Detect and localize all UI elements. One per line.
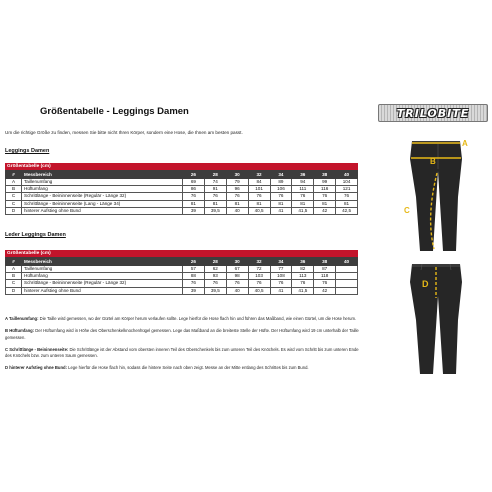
size-value: 89 (270, 179, 292, 186)
size-value: 67 (226, 266, 248, 273)
table-row (6, 179, 358, 186)
column-header: 32 (248, 258, 270, 266)
note-hip (5, 328, 361, 341)
trilobite-logo: TRILOBITE (378, 104, 488, 122)
size-value: 98 (226, 273, 248, 280)
row-code: B (6, 273, 22, 280)
size-value: 39 (183, 207, 205, 214)
size-value (336, 280, 358, 287)
row-code: D (6, 207, 22, 214)
leather-size-table (5, 250, 358, 295)
note-label: D hinterer Aufstieg ohne Bund: (5, 365, 67, 371)
size-value: 40 (226, 207, 248, 214)
size-value: 76 (226, 280, 248, 287)
size-value: 76 (204, 280, 226, 287)
section-heading-leggings: Leggings Damen (5, 148, 50, 154)
size-value: 76 (226, 193, 248, 200)
note-back-rise (5, 365, 361, 371)
size-value: 76 (292, 280, 314, 287)
row-label: Hüftumfang (22, 186, 183, 193)
label-a: A (462, 139, 468, 148)
note-text: Lege hierfür die Hose flach hin, sodass die hintere Seite nach oben zeigt. Messe an der Mitte entlang des Schrittes bis zum Bund. (66, 365, 309, 371)
size-value: 76 (248, 280, 270, 287)
note-inseam (5, 347, 361, 360)
size-value: 103 (248, 273, 270, 280)
size-table (5, 257, 358, 295)
size-value: 81 (226, 200, 248, 207)
column-header: 30 (226, 258, 248, 266)
column-header: 36 (292, 171, 314, 179)
column-header: 26 (183, 258, 205, 266)
pants-front-diagram (398, 137, 478, 255)
note-label: A Taillenumfang: (5, 316, 39, 321)
size-value: 42 (314, 287, 336, 294)
column-header: 38 (314, 258, 336, 266)
size-value: 77 (270, 266, 292, 273)
size-value: 39,5 (204, 207, 226, 214)
size-value: 76 (270, 193, 292, 200)
table-row (6, 186, 358, 193)
pants-back-silhouette (410, 264, 462, 374)
size-value: 96 (226, 186, 248, 193)
column-header: 28 (204, 258, 226, 266)
size-value: 40 (226, 287, 248, 294)
size-value: 76 (183, 280, 205, 287)
size-value: 57 (183, 266, 205, 273)
size-value: 41,5 (292, 287, 314, 294)
size-value: 76 (270, 280, 292, 287)
column-header: Messbereich (22, 258, 183, 266)
note-label: C Schrittlänge - Beininnenseite: (5, 346, 69, 352)
size-value: 42 (314, 207, 336, 214)
leggings-size-table (5, 163, 358, 215)
size-value (336, 287, 358, 294)
row-label: Schrittlänge - Beininnenseite (Regulär - Länge 32) (22, 193, 183, 200)
column-header: 40 (336, 258, 358, 266)
size-value: 76 (292, 193, 314, 200)
size-value: 81 (336, 200, 358, 207)
table-row (6, 273, 358, 280)
size-value: 91 (204, 186, 226, 193)
size-value: 121 (336, 186, 358, 193)
waistband (412, 264, 460, 267)
size-value: 76 (336, 193, 358, 200)
column-header: Messbereich (22, 171, 183, 179)
size-value: 76 (314, 280, 336, 287)
size-value: 76 (314, 193, 336, 200)
pants-back-diagram (398, 260, 478, 378)
table-caption: Größentabelle (cm) (5, 163, 358, 170)
note-text: Die Schrittlänge ist der Abstand vom obersten inneren Teil des Oberschenkels bis zum unteren Teil des Knöchels. Es wird vom Schritt bis zum unteren Ende des Knöchels bzw. zum unteren Saum gemessen. (5, 346, 359, 359)
row-label: Hüftumfang (22, 273, 183, 280)
size-value: 39,5 (204, 287, 226, 294)
measurement-notes (5, 316, 361, 378)
note-text: Die Taille wird gemessen, wo der Gürtel am Körper herum verlaufen sollte. Lege hierfür die Hose flach hin und führen das Maßband, wie einen Gürtel, um die Hose herum. (38, 316, 357, 321)
column-header: 36 (292, 258, 314, 266)
size-value: 88 (183, 273, 205, 280)
row-code: A (6, 179, 22, 186)
table-caption: Größentabelle (cm) (5, 250, 358, 257)
size-value: 108 (270, 273, 292, 280)
size-value: 41,5 (292, 207, 314, 214)
size-value: 101 (248, 186, 270, 193)
size-value: 79 (226, 179, 248, 186)
table-row (6, 207, 358, 214)
size-value: 62 (204, 266, 226, 273)
table-header-row (6, 171, 358, 179)
size-value: 81 (204, 200, 226, 207)
size-value: 81 (314, 200, 336, 207)
row-code: D (6, 287, 22, 294)
table-row (6, 280, 358, 287)
size-value: 76 (248, 193, 270, 200)
intro-text: Um die richtige Größe zu finden, messen Sie bitte nicht Ihren Körper, sondern eine Hose, die Ihnen am besten passt. (5, 130, 243, 135)
label-b: B (430, 157, 436, 166)
note-label: B Hüftumfang: (5, 328, 35, 334)
column-header: # (6, 171, 22, 179)
size-table (5, 170, 358, 215)
size-value: 82 (292, 266, 314, 273)
column-header: 26 (183, 171, 205, 179)
column-header: 40 (336, 171, 358, 179)
size-value: 69 (183, 179, 205, 186)
table-row (6, 287, 358, 294)
row-label: Schrittlänge - Beininnenseite (Lang - Länge 34) (22, 200, 183, 207)
row-code: C (6, 193, 22, 200)
size-value (336, 273, 358, 280)
size-value: 41 (270, 287, 292, 294)
size-value: 74 (204, 179, 226, 186)
row-label: Taillenumfang (22, 266, 183, 273)
row-label: Schrittlänge - Beininnenseite (Regulär - Länge 32) (22, 280, 183, 287)
size-value: 113 (292, 273, 314, 280)
row-label: Taillenumfang (22, 179, 183, 186)
size-value: 41 (270, 207, 292, 214)
size-value: 40,5 (248, 207, 270, 214)
size-value: 76 (183, 193, 205, 200)
size-value: 86 (183, 186, 205, 193)
size-value: 94 (292, 179, 314, 186)
size-value: 39 (183, 287, 205, 294)
table-row (6, 266, 358, 273)
column-header: 34 (270, 258, 292, 266)
row-code: C (6, 200, 22, 207)
size-value: 40,5 (248, 287, 270, 294)
column-header: 28 (204, 171, 226, 179)
row-code: A (6, 266, 22, 273)
column-header: 30 (226, 171, 248, 179)
row-code: B (6, 186, 22, 193)
size-value: 81 (270, 200, 292, 207)
size-value: 111 (292, 186, 314, 193)
size-value: 72 (248, 266, 270, 273)
size-value: 76 (204, 193, 226, 200)
label-c: C (404, 206, 410, 215)
table-row (6, 193, 358, 200)
column-header: 32 (248, 171, 270, 179)
row-label: hinterer Aufstieg ohne Bund (22, 287, 183, 294)
size-value: 106 (270, 186, 292, 193)
size-value: 42,5 (336, 207, 358, 214)
column-header: 34 (270, 171, 292, 179)
section-heading-leather-leggings: Leder Leggings Damen (5, 232, 66, 238)
size-value (336, 266, 358, 273)
size-value: 116 (314, 186, 336, 193)
size-value: 93 (204, 273, 226, 280)
size-value: 104 (336, 179, 358, 186)
row-code: C (6, 280, 22, 287)
size-value: 99 (314, 179, 336, 186)
column-header: 38 (314, 171, 336, 179)
table-row (6, 200, 358, 207)
size-value: 87 (314, 266, 336, 273)
table-header-row (6, 258, 358, 266)
page-title: Größentabelle - Leggings Damen (40, 106, 189, 117)
size-value: 81 (248, 200, 270, 207)
label-d: D (422, 279, 429, 289)
size-value: 84 (248, 179, 270, 186)
size-value: 81 (183, 200, 205, 207)
size-value: 118 (314, 273, 336, 280)
note-waist (5, 316, 361, 322)
row-label: hinterer Aufstieg ohne Bund (22, 207, 183, 214)
note-text: Der Hüftumfang wird in Höhe des Oberschenkelknochenhügel gemessen. Lege das Maßband an die breiteste Stelle der Hüfte. Der Hüftumfang wird 19 cm unterhalb der Taille gemessen. (5, 328, 359, 340)
column-header: # (6, 258, 22, 266)
size-value: 81 (292, 200, 314, 207)
